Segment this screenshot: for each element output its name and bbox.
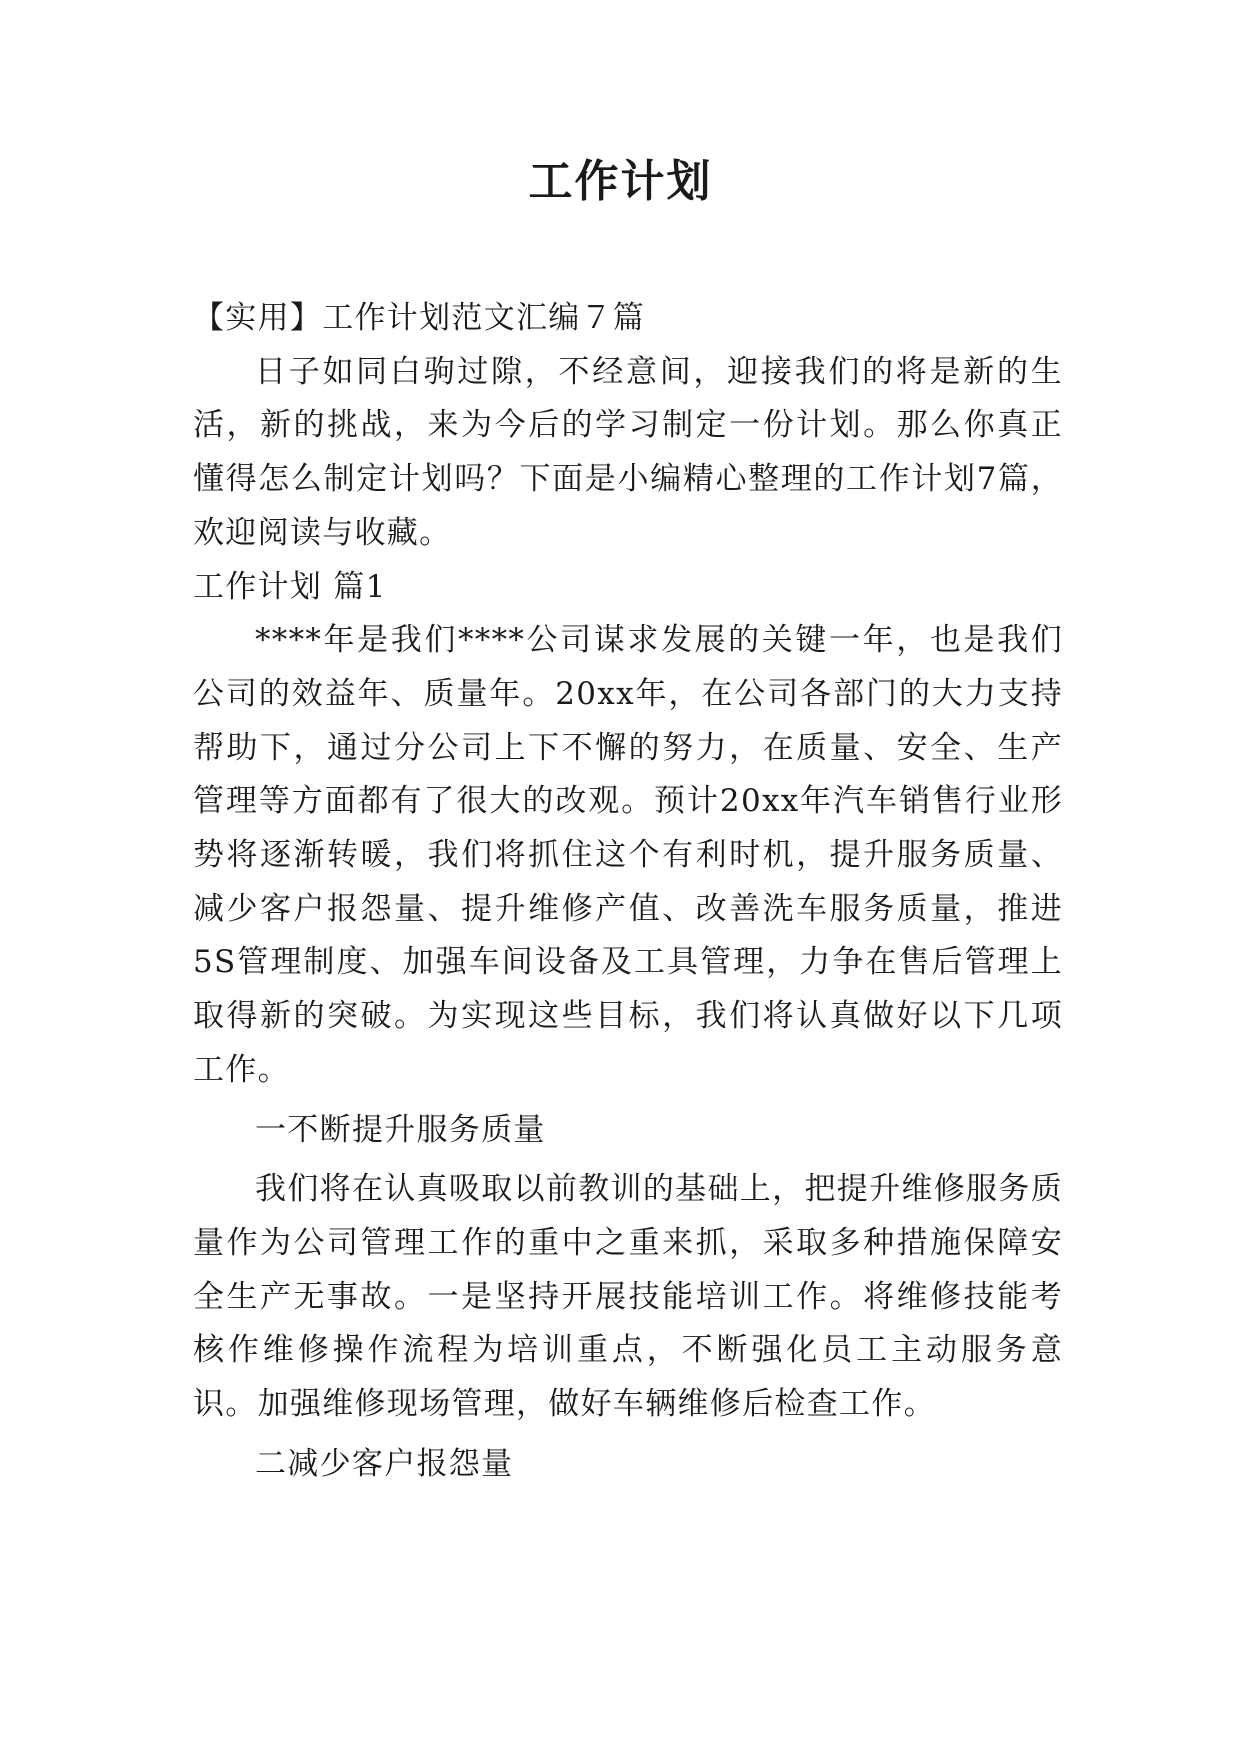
document-subtitle: 【实用】工作计划范文汇编７篇 <box>193 300 646 336</box>
document-title: 工作计划 <box>528 156 713 207</box>
subsection-heading: 二减少客户报怨量 <box>255 1445 514 1482</box>
section-heading: 工作计划 篇1 <box>193 568 387 605</box>
intro-paragraph: 日子如同白驹过隙，不经意间，迎接我们的将是新的生活，新的挑战，来为今后的学习制定一份计划。那么你真正懂得怎么制定计划吗？下面是小编精心整理的工作计划7篇，欢迎阅读与收藏。 <box>193 353 1063 551</box>
subsection-heading: 一不断提升服务质量 <box>255 1111 546 1148</box>
body-paragraph: ****年是我们****公司谋求发展的关键一年，也是我们公司的效益年、质量年。20xx年，在公司各部门的大力支持帮助下，通过分公司上下不懈的努力，在质量、安全、生产管理等方面都有了很大的改观。预计20xx年汽车销售行业形势将逐渐转暖，我们将抓住这个有利时机，提升服务质量、减少客户报怨量、提升维修产值、改善洗车服务质量，推进5S管理制度、加强车间设备及工具管理，力争在售后管理上取得新的突破。为实现这些目标，我们将认真做好以下几项工作。 <box>193 622 1063 1088</box>
document-body <box>193 292 1063 1491</box>
body-paragraph: 我们将在认真吸取以前教训的基础上，把提升维修服务质量作为公司管理工作的重中之重来抓，采取多种措施保障安全生产无事故。一是坚持开展技能培训工作。将维修技能考核作维修操作流程为培训重点，不断强化员工主动服务意识。加强维修现场管理，做好车辆维修后检查工作。 <box>193 1171 1063 1423</box>
